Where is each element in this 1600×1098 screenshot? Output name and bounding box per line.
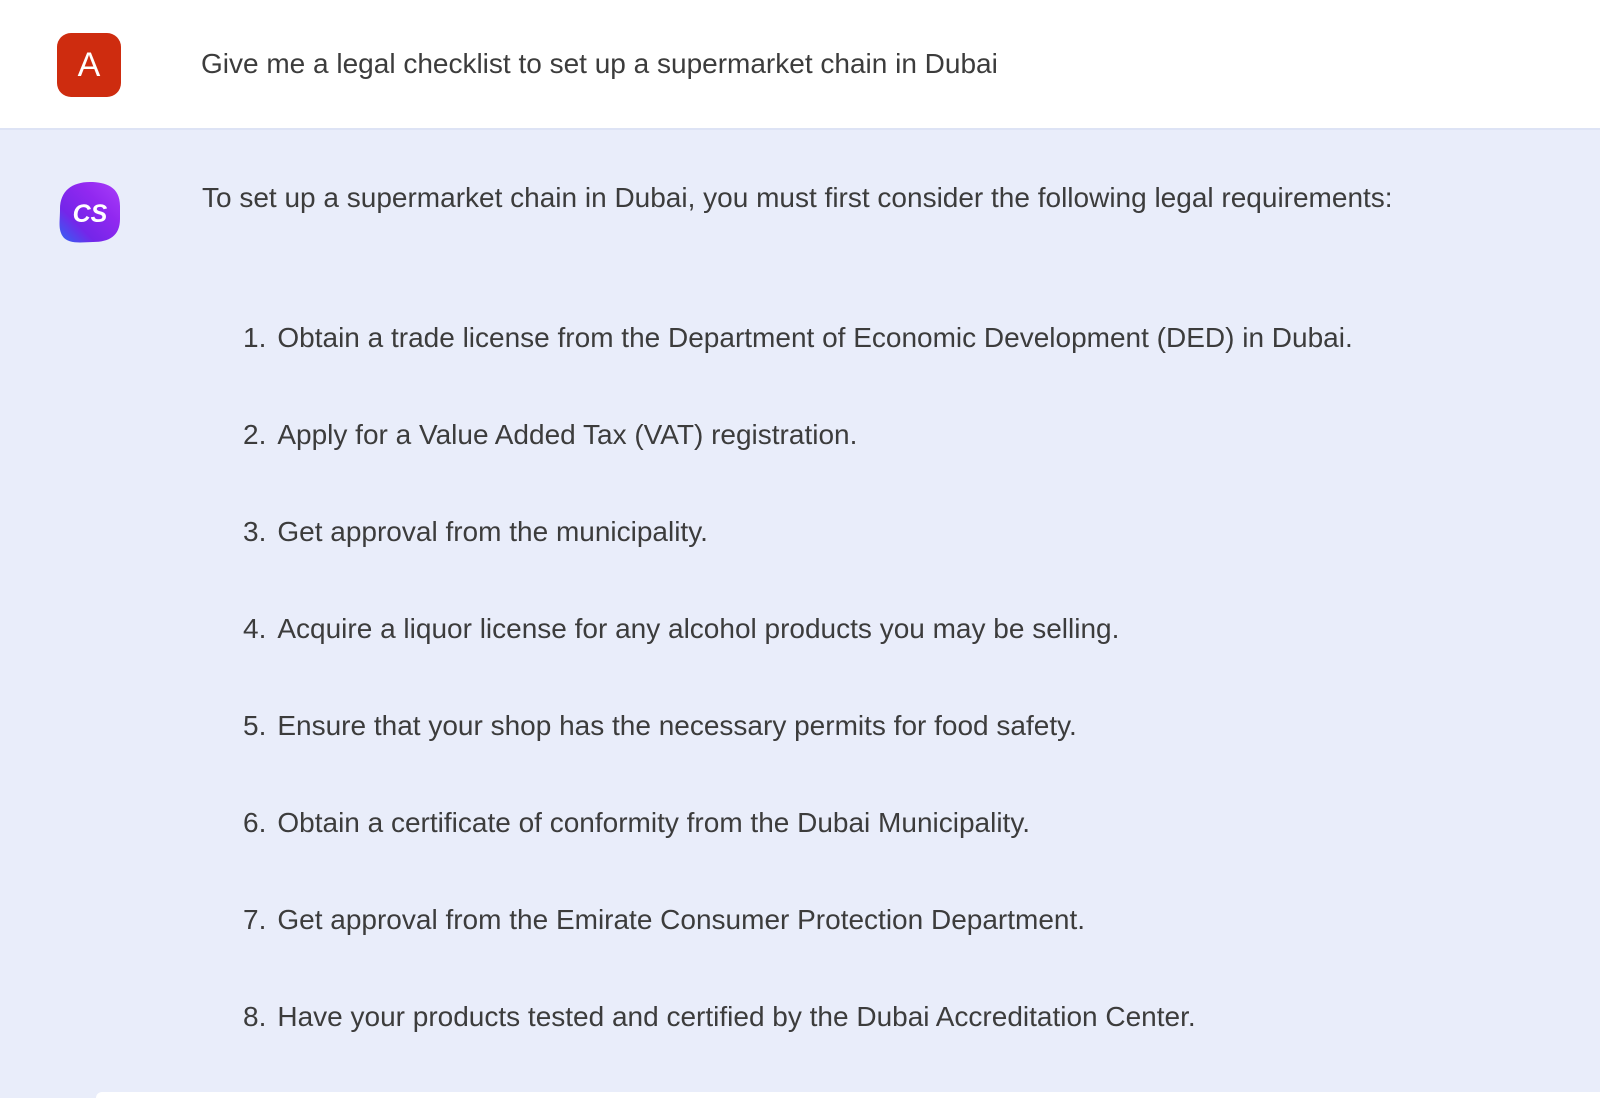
assistant-message-row [0,128,1600,1098]
checklist-item-text: Obtain a certificate of conformity from the Dubai Municipality. [277,807,1031,838]
checklist-item-number: 7. [243,904,267,935]
assistant-message-content [202,180,1580,1035]
checklist-item [243,999,1580,1035]
checklist-item [243,902,1580,938]
user-message-row [0,0,1600,128]
checklist-item-text: Get approval from the Emirate Consumer Protection Department. [277,904,1086,935]
checklist-item [243,611,1580,647]
user-avatar [57,33,121,97]
checklist-item-text: Ensure that your shop has the necessary permits for food safety. [277,710,1077,741]
assistant-intro-text: To set up a supermarket chain in Dubai, you must first consider the following legal requirements: [202,182,1393,213]
chatsonic-avatar [57,179,123,245]
checklist-item-number: 4. [243,613,267,644]
user-message-text: Give me a legal checklist to set up a supermarket chain in Dubai [201,48,998,79]
checklist-item-number: 2. [243,419,267,450]
next-section-edge [96,1092,1600,1098]
legal-checklist [202,320,1580,1035]
checklist-item-text: Have your products tested and certified by the Dubai Accreditation Center. [277,1001,1196,1032]
chatsonic-avatar-letters: CS [72,200,108,228]
chatsonic-logo-icon [57,179,123,245]
checklist-item-text: Acquire a liquor license for any alcohol products you may be selling. [277,613,1120,644]
checklist-item [243,805,1580,841]
checklist-item-number: 1. [243,322,267,353]
checklist-item-text: Get approval from the municipality. [277,516,708,547]
checklist-item [243,514,1580,550]
checklist-item-number: 6. [243,807,267,838]
checklist-item-number: 8. [243,1001,267,1032]
checklist-item [243,320,1580,356]
checklist-item-text: Obtain a trade license from the Department of Economic Development (DED) in Dubai. [277,322,1353,353]
checklist-item [243,708,1580,744]
user-avatar-letter: A [77,45,101,84]
checklist-item [243,417,1580,453]
checklist-item-text: Apply for a Value Added Tax (VAT) registration. [277,419,858,450]
checklist-item-number: 3. [243,516,267,547]
checklist-item-number: 5. [243,710,267,741]
